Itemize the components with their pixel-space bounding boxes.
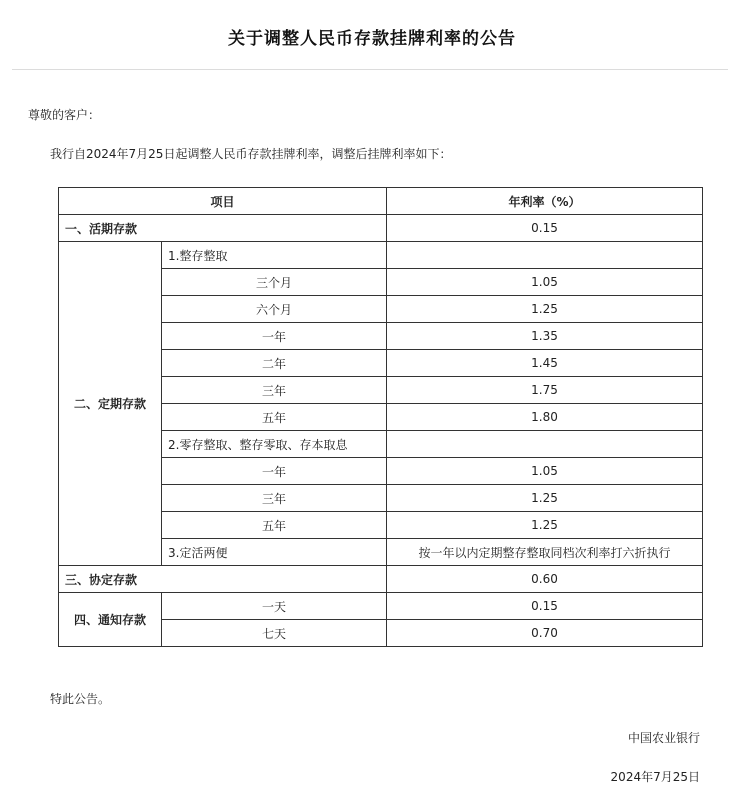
flexible-label: 3.定活两便 <box>162 539 387 566</box>
rate-cell: 0.15 <box>387 593 703 620</box>
header-rate: 年利率（%） <box>387 188 703 215</box>
greeting: 尊敬的客户： <box>28 108 101 122</box>
header-item: 项目 <box>59 188 387 215</box>
rate-cell: 1.80 <box>387 404 703 431</box>
interest-rate-table <box>58 187 703 647</box>
rate-cell: 0.70 <box>387 620 703 647</box>
term-cell: 五年 <box>162 404 387 431</box>
rate-cell: 1.05 <box>387 458 703 485</box>
rate-cell: 1.25 <box>387 512 703 539</box>
demand-deposit-label: 一、活期存款 <box>59 215 387 242</box>
flexible-rate: 按一年以内定期整存整取同档次利率打六折执行 <box>387 539 703 566</box>
term-cell: 三年 <box>162 485 387 512</box>
term-cell: 二年 <box>162 350 387 377</box>
bank-signature: 中国农业银行 <box>627 731 700 745</box>
term-cell: 七天 <box>162 620 387 647</box>
lump-sum-rate-empty <box>387 242 703 269</box>
page-title: 关于调整人民币存款挂牌利率的公告 <box>228 29 516 49</box>
term-cell: 五年 <box>162 512 387 539</box>
table-row <box>59 242 703 269</box>
rate-cell: 1.35 <box>387 323 703 350</box>
intro-paragraph: 我行自2024年7月25日起调整人民币存款挂牌利率，调整后挂牌利率如下： <box>50 147 452 161</box>
rate-cell: 1.05 <box>387 269 703 296</box>
term-cell: 三年 <box>162 377 387 404</box>
notice-deposit-label: 四、通知存款 <box>59 593 162 647</box>
negotiated-deposit-rate: 0.60 <box>387 566 703 593</box>
title-divider <box>12 69 728 70</box>
fixed-deposit-label: 二、定期存款 <box>59 242 162 566</box>
lump-sum-label: 1.整存整取 <box>162 242 387 269</box>
table-header-row <box>59 188 703 215</box>
term-cell: 一年 <box>162 323 387 350</box>
term-cell: 六个月 <box>162 296 387 323</box>
negotiated-deposit-label: 三、协定存款 <box>59 566 387 593</box>
notice-date: 2024年7月25日 <box>610 770 700 784</box>
rate-cell: 1.75 <box>387 377 703 404</box>
term-cell: 一年 <box>162 458 387 485</box>
rate-cell: 1.25 <box>387 485 703 512</box>
term-cell: 一天 <box>162 593 387 620</box>
rate-cell: 1.45 <box>387 350 703 377</box>
demand-deposit-rate: 0.15 <box>387 215 703 242</box>
table-row-negotiated <box>59 566 703 593</box>
closing-remark: 特此公告。 <box>50 692 111 706</box>
table-row-demand <box>59 215 703 242</box>
table-row <box>59 593 703 620</box>
term-cell: 三个月 <box>162 269 387 296</box>
installment-label: 2.零存整取、整存零取、存本取息 <box>162 431 387 458</box>
installment-rate-empty <box>387 431 703 458</box>
rate-cell: 1.25 <box>387 296 703 323</box>
